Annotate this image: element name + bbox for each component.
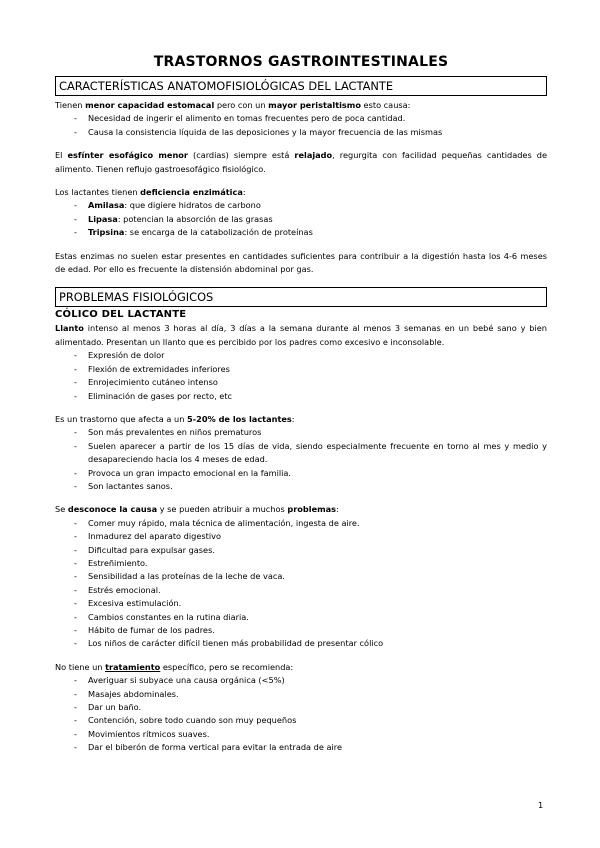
list-item: - Lipasa: potencian la absorción de las grasas: [55, 213, 547, 226]
list-item: - Sensibilidad a las proteínas de la leche de vaca.: [55, 570, 547, 583]
paragraph-digestion: Estas enzimas no suelen estar presentes en cantidades suficientes para contribuir a la digestión hasta los 4-6 meses de edad. Por ello es frecuente la distensión abdominal por gas.: [55, 250, 547, 275]
list-item: - Hábito de fumar de los padres.: [55, 624, 547, 637]
list-item: - Dar un baño.: [55, 701, 547, 714]
list-item: - Expresión de dolor: [55, 349, 547, 362]
list-enzimas: [55, 199, 547, 239]
list-item: - Cambios constantes en la rutina diaria.: [55, 611, 547, 624]
list-item: - Necesidad de ingerir el alimento en tomas frecuentes pero de poca cantidad.: [55, 112, 547, 125]
list-item: - Excesiva estimulación.: [55, 597, 547, 610]
section-heading-problemas: PROBLEMAS FISIOLÓGICOS: [55, 287, 547, 307]
list-sintomas: [55, 349, 547, 403]
list-item: - Estreñimiento.: [55, 557, 547, 570]
list-item: - Dificultad para expulsar gases.: [55, 544, 547, 557]
paragraph-capacidad: Tienen menor capacidad estomacal pero con un mayor peristaltismo esto causa:: [55, 100, 411, 110]
list-item: - Flexión de extremidades inferiores: [55, 363, 547, 376]
list-item: - Amilasa: que digiere hidratos de carbono: [55, 199, 547, 212]
paragraph-tratamiento: No tiene un tratamiento específico, pero se recomienda:: [55, 661, 294, 672]
list-problemas: [55, 517, 547, 651]
paragraph-llanto: Llanto intenso al menos 3 horas al día, 3 días a la semana durante al menos 3 semanas en un bebé sano y bien alimentado. Presentan un llanto que es percibido por los padres como excesivo e inconsolable.: [55, 323, 547, 347]
list-item: - Estrés emocional.: [55, 584, 547, 597]
list-item: - Tripsina: se encarga de la catabolización de proteínas: [55, 226, 547, 239]
list-item: - Suelen aparecer a partir de los 15 días de vida, siendo especialmente frecuente en torno al mes y medio y desapareciendo hacia los 4 meses de edad.: [55, 440, 547, 467]
list-item: - Son más prevalentes en niños prematuros: [55, 426, 547, 439]
list-item: - Son lactantes sanos.: [55, 480, 547, 493]
paragraph-enzimas: Los lactantes tienen deficiencia enzimática:: [55, 187, 246, 198]
list-item: - Masajes abdominales.: [55, 688, 547, 701]
list-item: - Averiguar si subyace una causa orgánica (<5%): [55, 674, 547, 687]
list-prevalencia: [55, 426, 547, 493]
document-page: [55, 52, 547, 755]
subheading-colico: CÓLICO DEL LACTANTE: [55, 309, 187, 321]
list-item: - Dar el biberón de forma vertical para evitar la entrada de aire: [55, 741, 547, 754]
paragraph-trastorno: Es un trastorno que afecta a un 5-20% de los lactantes:: [55, 413, 295, 424]
section-heading-anatomofisiologicas: CARACTERÍSTICAS ANATOMOFISIOLÓGICAS DEL LACTANTE: [55, 76, 547, 96]
list-item: - Comer muy rápido, mala técnica de alimentación, ingesta de aire.: [55, 517, 547, 530]
paragraph-esfinter: El esfínter esofágico menor (cardias) siempre está relajado, regurgita con facilidad pequeñas cantidades de alimento. Tienen reflujo gastroesofágico fisiológico.: [55, 150, 547, 174]
list-item: - Enrojecimiento cutáneo intenso: [55, 376, 547, 389]
list-item: - Contención, sobre todo cuando son muy pequeños: [55, 714, 547, 727]
list-item: - Inmadurez del aparato digestivo: [55, 530, 547, 543]
list-item: - Eliminación de gases por recto, etc: [55, 390, 547, 403]
list-item: - Movimientos rítmicos suaves.: [55, 728, 547, 741]
list-peristaltismo: [55, 112, 547, 139]
list-recomendaciones: [55, 674, 547, 754]
list-item: - Los niños de carácter difícil tienen más probabilidad de presentar cólico: [55, 637, 547, 650]
page-number: 1: [538, 800, 544, 810]
list-item: - Provoca un gran impacto emocional en la familia.: [55, 467, 547, 480]
paragraph-causa: Se desconoce la causa y se pueden atribuir a muchos problemas:: [55, 504, 339, 515]
page-title: TRASTORNOS GASTROINTESTINALES: [153, 54, 449, 70]
list-item: - Causa la consistencia líquida de las deposiciones y la mayor frecuencia de las mismas: [55, 126, 547, 139]
